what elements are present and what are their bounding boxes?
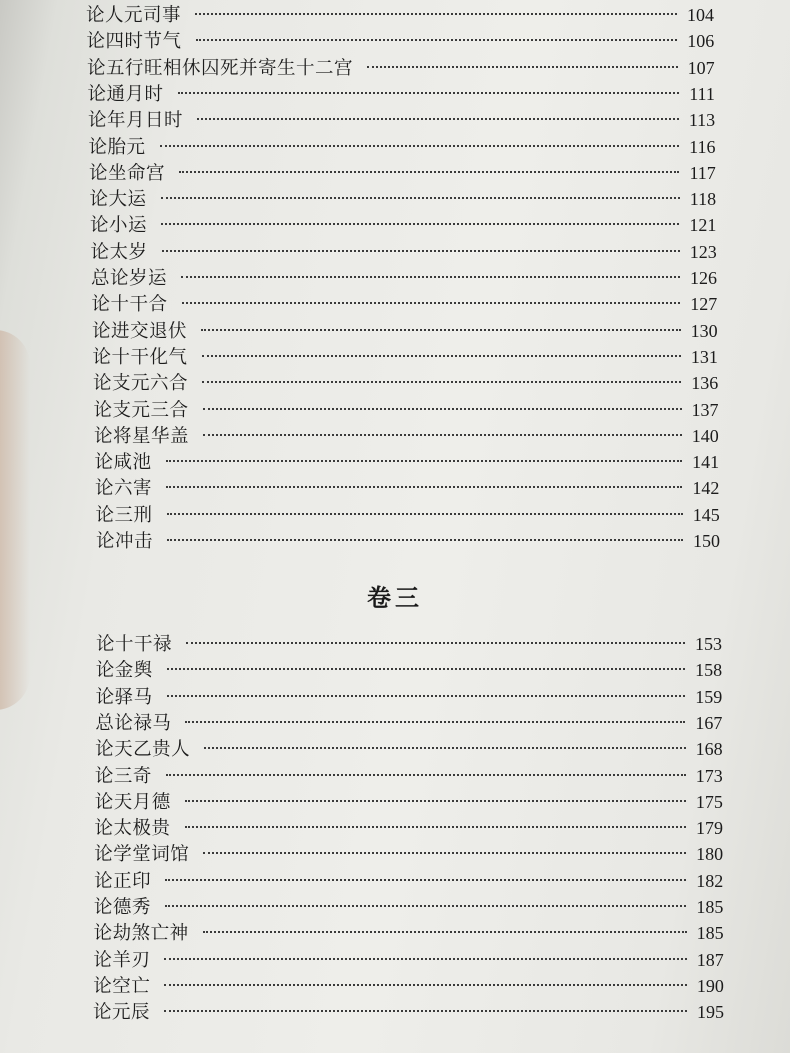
toc-entry-page-number: 121 xyxy=(689,215,717,236)
toc-entry xyxy=(90,212,716,238)
toc-entry-page-number: 153 xyxy=(695,634,722,654)
dot-leader xyxy=(196,39,678,41)
toc-entry-page-number: 159 xyxy=(695,686,723,707)
toc-entry-page-number: 150 xyxy=(693,531,720,551)
toc-entry-title: 论天乙贵人 xyxy=(95,739,191,761)
toc-entry-page-number: 187 xyxy=(696,949,724,970)
toc-entry xyxy=(95,763,723,789)
toc-entry-page-number: 126 xyxy=(690,268,717,288)
toc-entry xyxy=(95,815,724,841)
toc-entry xyxy=(93,370,718,396)
dot-leader xyxy=(367,66,678,68)
dot-leader xyxy=(201,329,681,331)
toc-entry xyxy=(88,107,715,133)
toc-entry xyxy=(96,502,720,528)
dot-leader xyxy=(166,486,682,488)
toc-entry-title: 论三刑 xyxy=(95,504,153,526)
toc-entry-page-number: 175 xyxy=(695,791,723,812)
toc-entry-page-number: 141 xyxy=(692,452,720,473)
toc-entry-title: 论三奇 xyxy=(94,765,152,787)
toc-entry xyxy=(96,631,722,657)
dot-leader xyxy=(164,1010,687,1012)
dot-leader xyxy=(186,642,685,644)
toc-entry xyxy=(93,973,724,999)
toc-entry xyxy=(94,423,719,449)
toc-entry-title: 总论岁运 xyxy=(91,268,168,289)
toc-entry-page-number: 116 xyxy=(689,136,716,157)
dot-leader xyxy=(202,355,681,357)
dot-leader xyxy=(181,276,680,278)
dot-leader xyxy=(185,800,686,802)
toc-entry-page-number: 106 xyxy=(687,31,715,52)
toc-entry-page-number: 173 xyxy=(695,765,723,786)
thumb-shadow xyxy=(0,330,30,710)
toc-entry-page-number: 145 xyxy=(692,504,720,525)
toc-entry-title: 论太岁 xyxy=(90,241,148,263)
toc-entry-title: 论小运 xyxy=(90,215,148,237)
toc-entry xyxy=(95,449,720,475)
toc-entry xyxy=(88,81,715,107)
toc-entry xyxy=(89,160,716,186)
toc-entry-title: 论支元三合 xyxy=(93,399,189,421)
dot-leader xyxy=(203,408,682,410)
toc-entry-page-number: 127 xyxy=(690,294,718,315)
toc-entry-page-number: 117 xyxy=(689,162,716,183)
dot-leader xyxy=(195,13,677,15)
toc-entry-title: 论五行旺相休囚死并寄生十二宫 xyxy=(87,57,354,79)
dot-leader xyxy=(164,984,687,986)
dot-leader xyxy=(203,434,682,436)
toc-entry-page-number: 136 xyxy=(691,373,719,394)
dot-leader xyxy=(185,826,686,828)
toc-entry-title: 论人元司事 xyxy=(86,5,182,26)
toc-entry-title: 论学堂词馆 xyxy=(94,844,190,866)
toc-entry-page-number: 180 xyxy=(696,844,724,865)
dot-leader xyxy=(165,905,687,907)
toc-entry-page-number: 182 xyxy=(696,870,724,891)
toc-entry-title: 论坐命宫 xyxy=(89,162,166,184)
toc-entry-page-number: 195 xyxy=(697,1002,724,1023)
dot-leader xyxy=(202,381,681,383)
dot-leader xyxy=(161,197,680,199)
toc-entry xyxy=(95,710,722,736)
toc-entry-title: 论太极贵 xyxy=(94,818,171,840)
dot-leader xyxy=(162,250,680,252)
dot-leader xyxy=(179,171,679,173)
toc-entry-page-number: 190 xyxy=(696,975,724,996)
toc-entry-title: 论正印 xyxy=(94,870,152,892)
toc-entry-page-number: 131 xyxy=(690,346,718,367)
toc-entry-page-number: 158 xyxy=(695,660,723,681)
toc-entry-title: 论十干禄 xyxy=(96,634,173,655)
toc-entry-title: 论金舆 xyxy=(95,660,153,682)
dot-leader xyxy=(182,302,681,304)
toc-entry-page-number: 118 xyxy=(689,189,717,210)
toc-entry-title: 论十干合 xyxy=(91,294,168,316)
toc-entry-title: 论元辰 xyxy=(93,1002,151,1024)
toc-entry-page-number: 123 xyxy=(689,241,717,262)
toc-entry-page-number: 113 xyxy=(688,110,716,131)
dot-leader xyxy=(204,747,685,749)
section-heading: 卷三 xyxy=(367,583,423,612)
toc-entry xyxy=(91,265,717,291)
toc-entry-title: 论年月日时 xyxy=(88,110,184,132)
toc-entry xyxy=(91,239,717,265)
dot-leader xyxy=(161,223,679,225)
toc-entry-title: 论进交退伏 xyxy=(92,320,188,342)
dot-leader xyxy=(167,668,685,670)
toc-entry xyxy=(95,475,719,501)
toc-entry-page-number: 111 xyxy=(689,83,715,104)
toc-entry-title: 论咸池 xyxy=(94,452,152,474)
toc-entry xyxy=(93,344,718,370)
toc-entry-page-number: 137 xyxy=(691,399,719,420)
toc-entry-title: 论空亡 xyxy=(93,975,151,997)
toc-entry-page-number: 179 xyxy=(696,818,723,839)
dot-leader xyxy=(203,931,687,933)
dot-leader xyxy=(167,539,683,541)
toc-entry-title: 论大运 xyxy=(89,189,147,211)
toc-entry-page-number: 130 xyxy=(690,320,718,341)
toc-entry-title: 论胎元 xyxy=(88,136,146,158)
toc-entry-page-number: 104 xyxy=(687,5,714,25)
toc-entry xyxy=(94,894,724,920)
dot-leader xyxy=(185,721,685,723)
toc-entry xyxy=(94,841,723,867)
toc-entry-title: 论德秀 xyxy=(93,897,151,918)
toc-entry xyxy=(89,134,716,160)
toc-entry-title: 论羊刃 xyxy=(93,949,151,971)
toc-entry-page-number: 167 xyxy=(695,712,723,733)
dot-leader xyxy=(165,879,686,881)
toc-entry-title: 论六害 xyxy=(95,478,153,500)
toc-entry xyxy=(94,397,719,423)
dot-leader xyxy=(166,460,683,462)
dot-leader xyxy=(203,852,686,854)
dot-leader xyxy=(167,695,686,697)
toc-entry xyxy=(95,736,722,762)
toc-entry xyxy=(95,789,723,815)
toc-entry-page-number: 185 xyxy=(696,897,724,917)
toc-entry-page-number: 140 xyxy=(691,425,719,446)
toc-entry xyxy=(93,947,723,973)
dot-leader xyxy=(178,92,680,94)
toc-entry-page-number: 107 xyxy=(687,57,715,78)
toc-entry-title: 论驿马 xyxy=(95,686,153,708)
toc-entry-title: 论劫煞亡神 xyxy=(93,923,189,945)
toc-entry xyxy=(96,684,723,710)
toc-entry-page-number: 168 xyxy=(695,739,723,760)
toc-entry-title: 论支元六合 xyxy=(93,373,189,395)
dot-leader xyxy=(164,958,686,960)
toc-entry-page-number: 142 xyxy=(692,478,720,499)
toc-entry xyxy=(86,2,714,28)
toc-entry xyxy=(92,318,718,344)
toc-entry xyxy=(94,868,723,894)
toc-entry-title: 论天月德 xyxy=(94,791,171,813)
toc-entry-title: 论将星华盖 xyxy=(94,425,190,447)
dot-leader xyxy=(167,513,683,515)
toc-entry-title: 论冲击 xyxy=(96,531,154,552)
toc-entry xyxy=(92,291,718,317)
toc-entry xyxy=(96,657,722,683)
toc-entry-title: 论通月时 xyxy=(87,83,164,105)
dot-leader xyxy=(197,118,679,120)
toc-entry xyxy=(90,186,717,212)
dot-leader xyxy=(160,145,680,147)
toc-entry xyxy=(96,528,720,554)
dot-leader xyxy=(166,774,686,776)
toc-entry xyxy=(94,920,724,946)
toc-entry xyxy=(87,28,715,54)
toc-entry xyxy=(87,55,715,81)
toc-entry-title: 论四时节气 xyxy=(86,31,182,53)
toc-entry-title: 总论禄马 xyxy=(95,712,172,734)
toc-entry-title: 论十干化气 xyxy=(92,346,188,368)
toc-entry xyxy=(93,999,724,1025)
toc-entry-page-number: 185 xyxy=(696,923,724,944)
